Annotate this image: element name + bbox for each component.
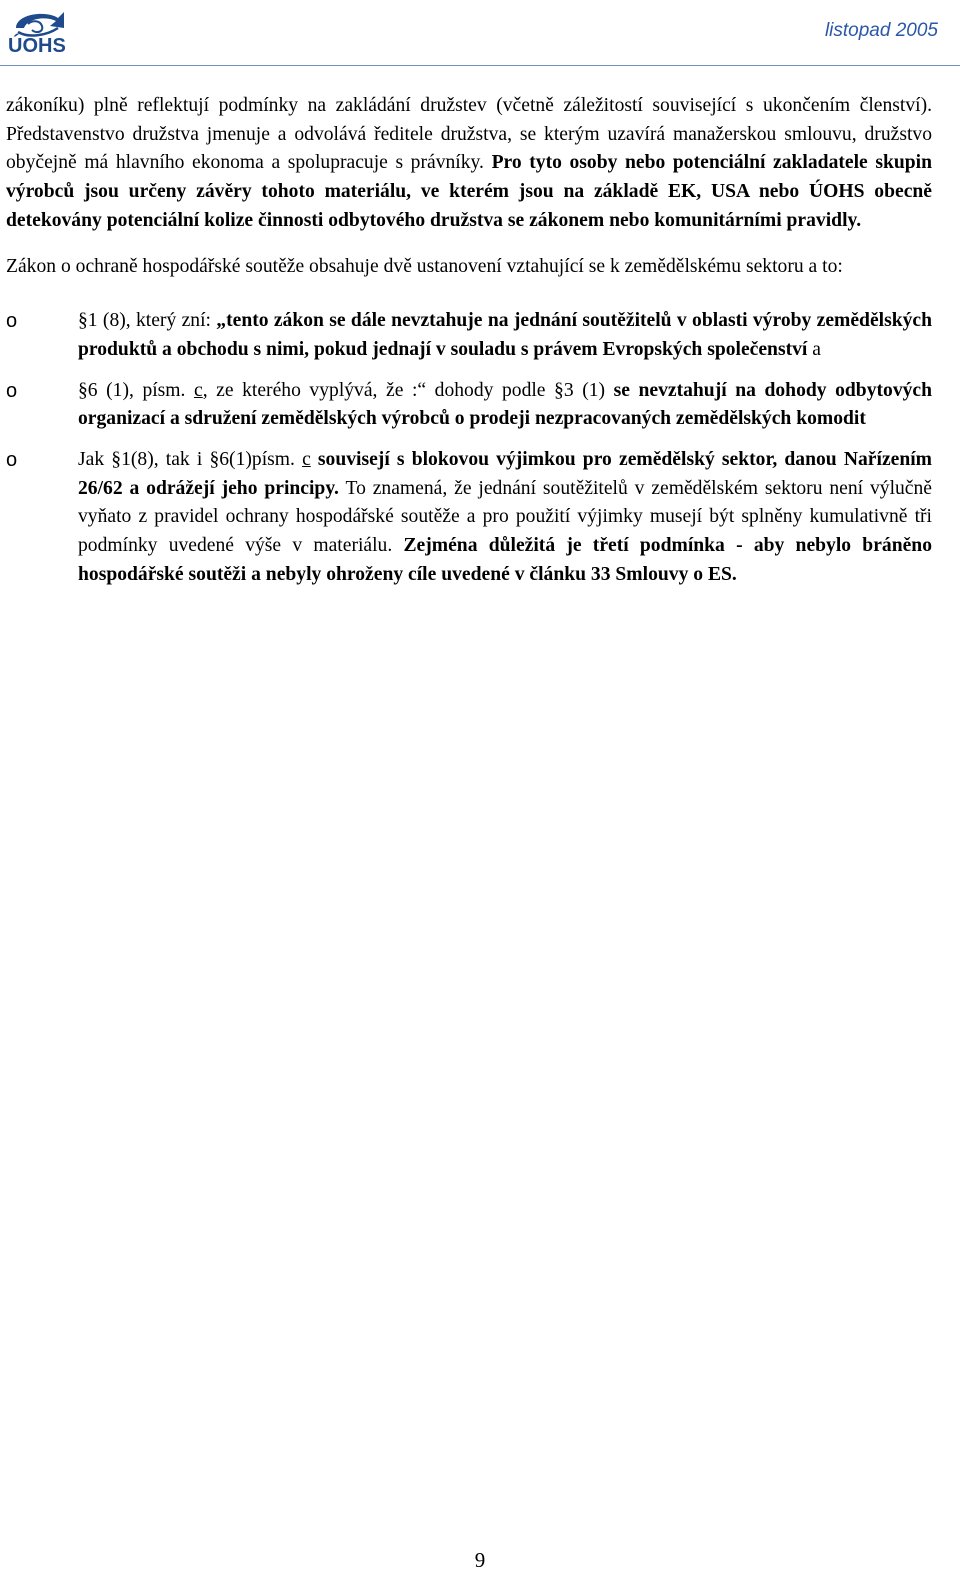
item-text: §6 (1), písm. — [78, 379, 195, 401]
paragraph-text: zákoníku) plně reflektují podmínky na zakládání družstev (včetně záležitostí související s ukončením členství). Představenstvo družstva jmenuje a odvolává ředitele družstva, se kterým uzavírá manažerskou smlouvu, družstvo obyčejně má hlavního ekonoma a spolupracuje s právníky. — [6, 95, 932, 174]
item-text — [311, 449, 318, 470]
item-text: a — [807, 338, 821, 360]
logo-text: ÚOHS — [8, 35, 66, 57]
bullet-icon: o — [6, 449, 18, 472]
paragraph-bold-text: Pro tyto osoby nebo potenciální zakladatele skupin výrobců jsou určeny závěry tohoto materiálu, ve kterém jsou na základě EK, USA nebo ÚOHS obecně detekovány potenciální kolize činnosti odbytového družstva se zákonem nebo komunitárními pravidly. — [6, 152, 932, 231]
bullet-icon: o — [6, 310, 18, 333]
provisions-list — [6, 307, 932, 589]
bullet-icon: o — [6, 379, 18, 402]
item-bold-text: Zejména důležitá je třetí podmínka - aby nebylo bráněno hospodářské soutěži a nebyly ohroženy cíle uvedené v článku 33 Smlouvy o ES. — [78, 535, 932, 585]
list-item — [6, 307, 932, 364]
item-text: §1 (8), který zní: — [78, 310, 217, 332]
paragraph-cooperatives — [6, 92, 932, 236]
document-body — [6, 92, 932, 590]
item-underlined-text: c — [194, 379, 203, 401]
item-text: , ze kterého vyplývá, že :“ dohody podle §3 (1) — [202, 379, 614, 401]
page-number: 9 — [474, 1548, 486, 1572]
list-item — [6, 377, 932, 434]
item-bold-text: se nevztahují na dohody odbytových organizací a sdružení zemědělských výrobců o prodeji nezpracovaných zemědělských komodit — [78, 379, 933, 430]
header-divider — [0, 65, 960, 66]
paragraph-competition-law: Zákon o ochraně hospodářské soutěže obsahuje dvě ustanovení vztahující se k zemědělskému sektoru a to: — [6, 255, 843, 277]
item-underlined-text: c — [302, 449, 311, 471]
header-date: listopad 2005 — [824, 20, 938, 41]
item-text: Jak §1(8), tak i §6(1)písm. — [78, 449, 303, 471]
list-item — [6, 446, 932, 590]
page-header — [0, 0, 960, 66]
item-bold-text: souvisejí s blokovou výjimkou pro zemědělský sektor, danou Nařízením 26/62 a odrážejí jeho principy. — [78, 449, 932, 499]
item-text: To znamená, že jednání soutěžitelů v zemědělském sektoru není výlučně vyňato z pravidel ochrany hospodářské soutěže a pro použití výjimky musejí být splněny kumulativně tři podmínky uvedené výše v materiálu. — [78, 477, 932, 557]
item-bold-text: „tento zákon se dále nevztahuje na jednání soutěžitelů v oblasti výroby zemědělských produktů a obchodu s nimi, pokud jednají v souladu s právem Evropských společenství — [78, 310, 932, 360]
